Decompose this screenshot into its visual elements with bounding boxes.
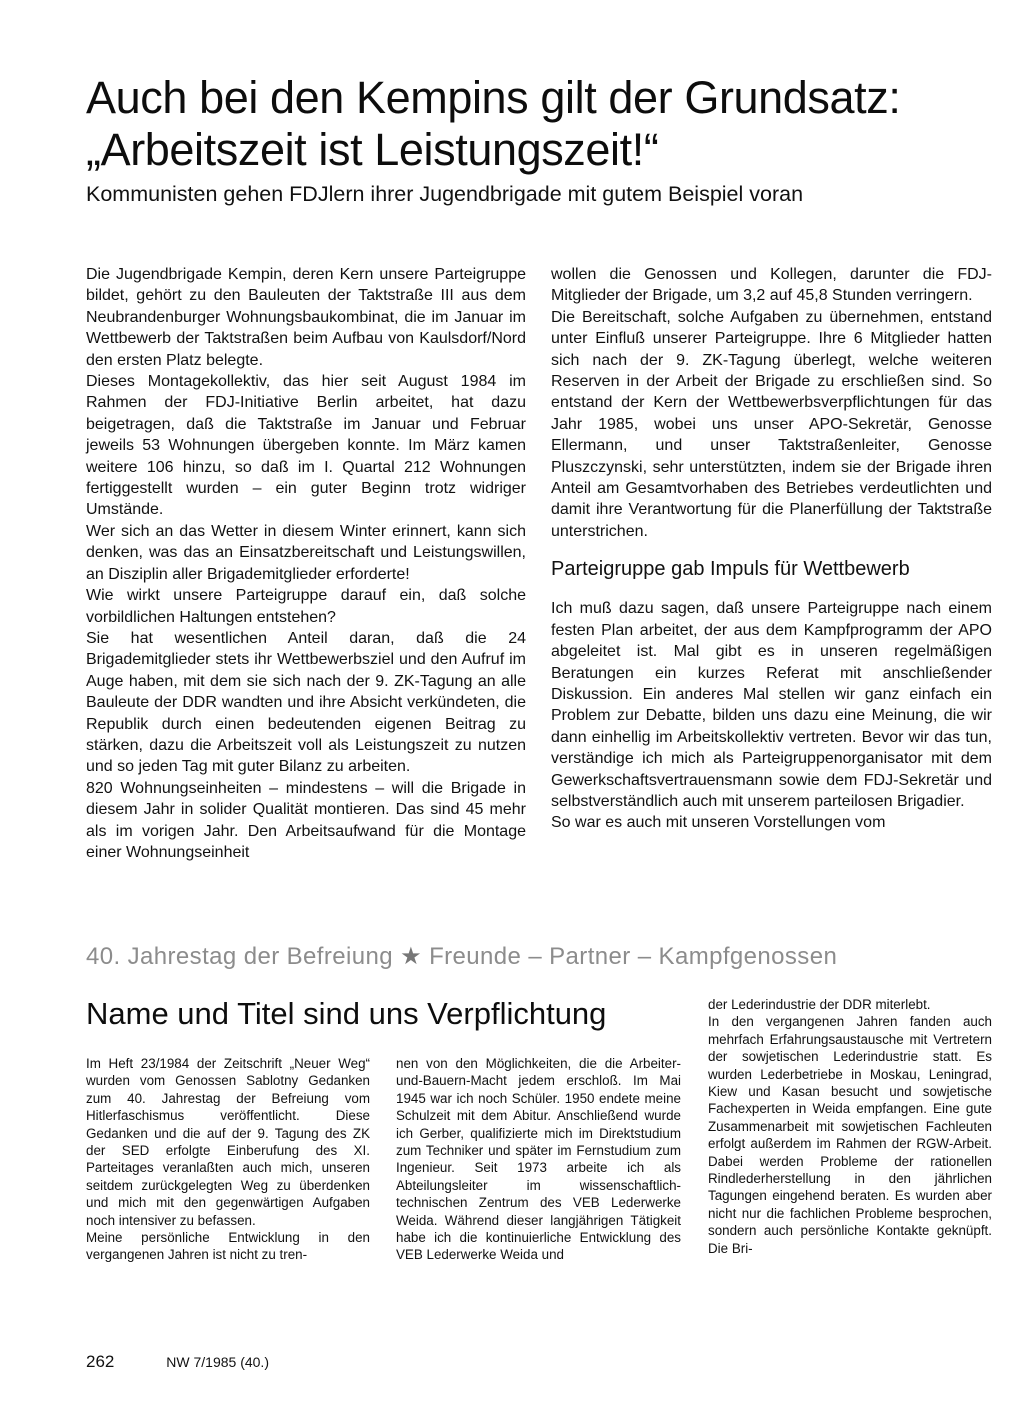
article-subtitle: Kommunisten gehen FDJlern ihrer Jugendbrigade mit gutem Beispiel voran bbox=[86, 182, 804, 206]
second-article-column-2 bbox=[396, 1055, 681, 1264]
paragraph: Wer sich an das Wetter in diesem Winter erinnert, kann sich denken, was das an Einsatzbereitschaft und Leistungswillen, an Disziplin aller Brigademitglieder erforderte! bbox=[86, 522, 526, 583]
article-title bbox=[86, 72, 986, 176]
paragraph: 820 Wohnungseinheiten – mindestens – will die Brigade in diesem Jahr in solider Qualität montieren. Das sind 45 mehr als im vorigen Jahr. Den Arbeitsaufwand für die Montage einer Wohnungseinheit bbox=[86, 779, 526, 861]
paragraph: Sie hat wesentlichen Anteil daran, daß die 24 Brigademitglieder stets ihr Wettbewerbsziel und den Aufruf im Auge haben, mit dem sie sich nach der 9. ZK-Tagung an alle Bauleute der DDR wandten und ihre Absicht verkündeten, die Republik durch einen bedeutenden eigenen Beitrag zu stärken, dazu die Arbeitszeit voll als Leistungszeit zu nutzen und so jeden Tag mit guter Bilanz zu arbeiten. bbox=[86, 629, 526, 776]
paragraph: Die Jugendbrigade Kempin, deren Kern unsere Parteigruppe bildet, gehört zu den Bauleuten der Taktstraße III aus dem Neubrandenburger Wohnungsbaukombinat, die im Januar im Wettbewerb der Taktstraßen beim Aufbau von Kaulsdorf/Nord den ersten Platz belegte. bbox=[86, 266, 526, 369]
paragraph: Die Bereitschaft, solche Aufgaben zu übernehmen, entstand unter Einfluß unserer Parteigruppe. Ihre 6 Mitglieder hatten sich nach der 9. ZK-Tagung überlegt, welche weiteren Reserven in der Arbeit der Brigade zu erschließen sind. So entstand der Kern der Wettbewerbsverpflichtungen für das Jahr 1985, wobei uns unser APO-Sekretär, Genosse Ellermann, und unser Taktstraßenleiter, Genosse Pluszczynski, sehr unterstützten, indem sie der Brigade ihren Anteil am Gesamtvorhaben des Betriebes verdeutlichten und damit ihre Verantwortung für die Planerfüllung der Taktstraße unterstrichen. bbox=[551, 308, 992, 540]
issue-reference: NW 7/1985 (40.) bbox=[166, 1354, 269, 1370]
paragraph: In den vergangenen Jahren fanden auch mehrfach Erfahrungsaustausche mit Vertretern der sowjetischen Lederindustrie statt. Es wurden Lederbetriebe in Moskau, Leningrad, Kiew und Kasan besucht und sowjetische Fachexperten in Weida empfangen. Eine gute Zusammenarbeit mit sowjetischen Fachleuten erfolgt außerdem im Rahmen der RGW-Arbeit. Dabei werden Probleme der rationellen Rindlederherstellung in den jährlichen Tagungen eingehend beraten. Es wurden aber nicht nur die fachlichen Probleme besprochen, sondern auch persönliche Kontakte geknüpft. Die Bri- bbox=[708, 1014, 992, 1256]
paragraph: Im Heft 23/1984 der Zeitschrift „Neuer Weg“ wurden vom Genossen Sablotny Gedanken zum 40. Jahrestag der Befreiung vom Hitlerfaschismus veröffentlicht. Diese Gedanken und die auf der 9. Tagung des ZK der SED erfolgte Einberufung des XI. Parteitages veranlaßten auch mich, unseren seitdem zurückgelegten Weg zu überdenken und mich mit den gegenwärtigen Aufgaben noch intensiver zu befassen. bbox=[86, 1056, 370, 1228]
paragraph: Dieses Montagekollektiv, das hier seit August 1984 im Rahmen der FDJ-Initiative Berlin arbeitet, hat dazu beigetragen, daß die Taktstraße im Januar und Februar jeweils 53 Wohnungen übergeben konnte. Im März kamen weitere 106 hinzu, so daß im I. Quartal 212 Wohnungen fertiggestellt wurden – ein guter Beginn trotz widriger Umstände. bbox=[86, 373, 526, 519]
page-footer bbox=[86, 1352, 486, 1372]
paragraph: der Lederindustrie der DDR miterlebt. bbox=[708, 997, 931, 1012]
page-number: 262 bbox=[86, 1352, 115, 1371]
article-title-line-1: Auch bei den Kempins gilt der Grundsatz: bbox=[86, 72, 901, 123]
paragraph: Wie wirkt unsere Parteigruppe darauf ein, daß solche vorbildlichen Haltungen entstehen? bbox=[86, 587, 526, 626]
star-icon: ★ bbox=[400, 943, 422, 970]
paragraph: Meine persönliche Entwicklung in den vergangenen Jahren ist nicht zu tren- bbox=[86, 1230, 370, 1263]
paragraph: wollen die Genossen und Kollegen, darunter die FDJ-Mitglieder der Brigade, um 3,2 auf 45,8 Stunden verringern. bbox=[551, 266, 992, 305]
second-article-column-1 bbox=[86, 1055, 370, 1264]
article-column-1 bbox=[86, 264, 526, 863]
paragraph: nen von den Möglichkeiten, die die Arbeiter-und-Bauern-Macht jedem erschloß. Im Mai 1945 war ich noch Schüler. 1950 endete meine Schulzeit mit dem Abitur. Anschließend wurde ich Gerber, qualifizierte mich im Direktstudium zum Techniker und später im Fernstudium zum Ingenieur. Seit 1973 arbeite ich als Abteilungsleiter im wissenschaftlich-technischen Zentrum des VEB Lederwerke Weida. Während dieser langjährigen Tätigkeit habe ich die kontinuierliche Entwicklung des VEB Lederwerke Weida und bbox=[396, 1056, 681, 1263]
banner-text-right: Freunde – Partner – Kampfgenossen bbox=[429, 943, 838, 970]
article-column-2 bbox=[551, 264, 992, 834]
anniversary-banner bbox=[86, 940, 992, 974]
banner-text-left: 40. Jahrestag der Befreiung bbox=[86, 943, 393, 970]
second-article-column-3 bbox=[708, 996, 992, 1257]
article-title-line-2: „Arbeitszeit ist Leistungszeit!“ bbox=[86, 124, 659, 175]
paragraph: Ich muß dazu sagen, daß unsere Parteigruppe nach einem festen Plan arbeitet, der aus dem Kampfprogramm der APO abgeleitet ist. Mal gibt es in unseren regelmäßigen Beratungen ein kurzes Referat mit anschließender Diskussion. Ein anderes Mal stellen wir ganz einfach ein Problem zur Debatte, bilden uns dazu eine Meinung, die wir dann einhellig im Arbeitskollektiv vertreten. Bevor wir das tun, verständige ich mich als Parteigruppenorganisator mit dem Gewerkschaftsvertrauensmann sowie dem FDJ-Sekretär und selbstverständlich auch mit unserem parteilosen Brigadier. bbox=[551, 600, 992, 810]
paragraph: So war es auch mit unseren Vorstellungen vom bbox=[551, 814, 886, 832]
second-article-title: Name und Titel sind uns Verpflichtung bbox=[86, 996, 607, 1031]
section-subheading: Parteigruppe gab Impuls für Wettbewerb bbox=[551, 558, 910, 581]
